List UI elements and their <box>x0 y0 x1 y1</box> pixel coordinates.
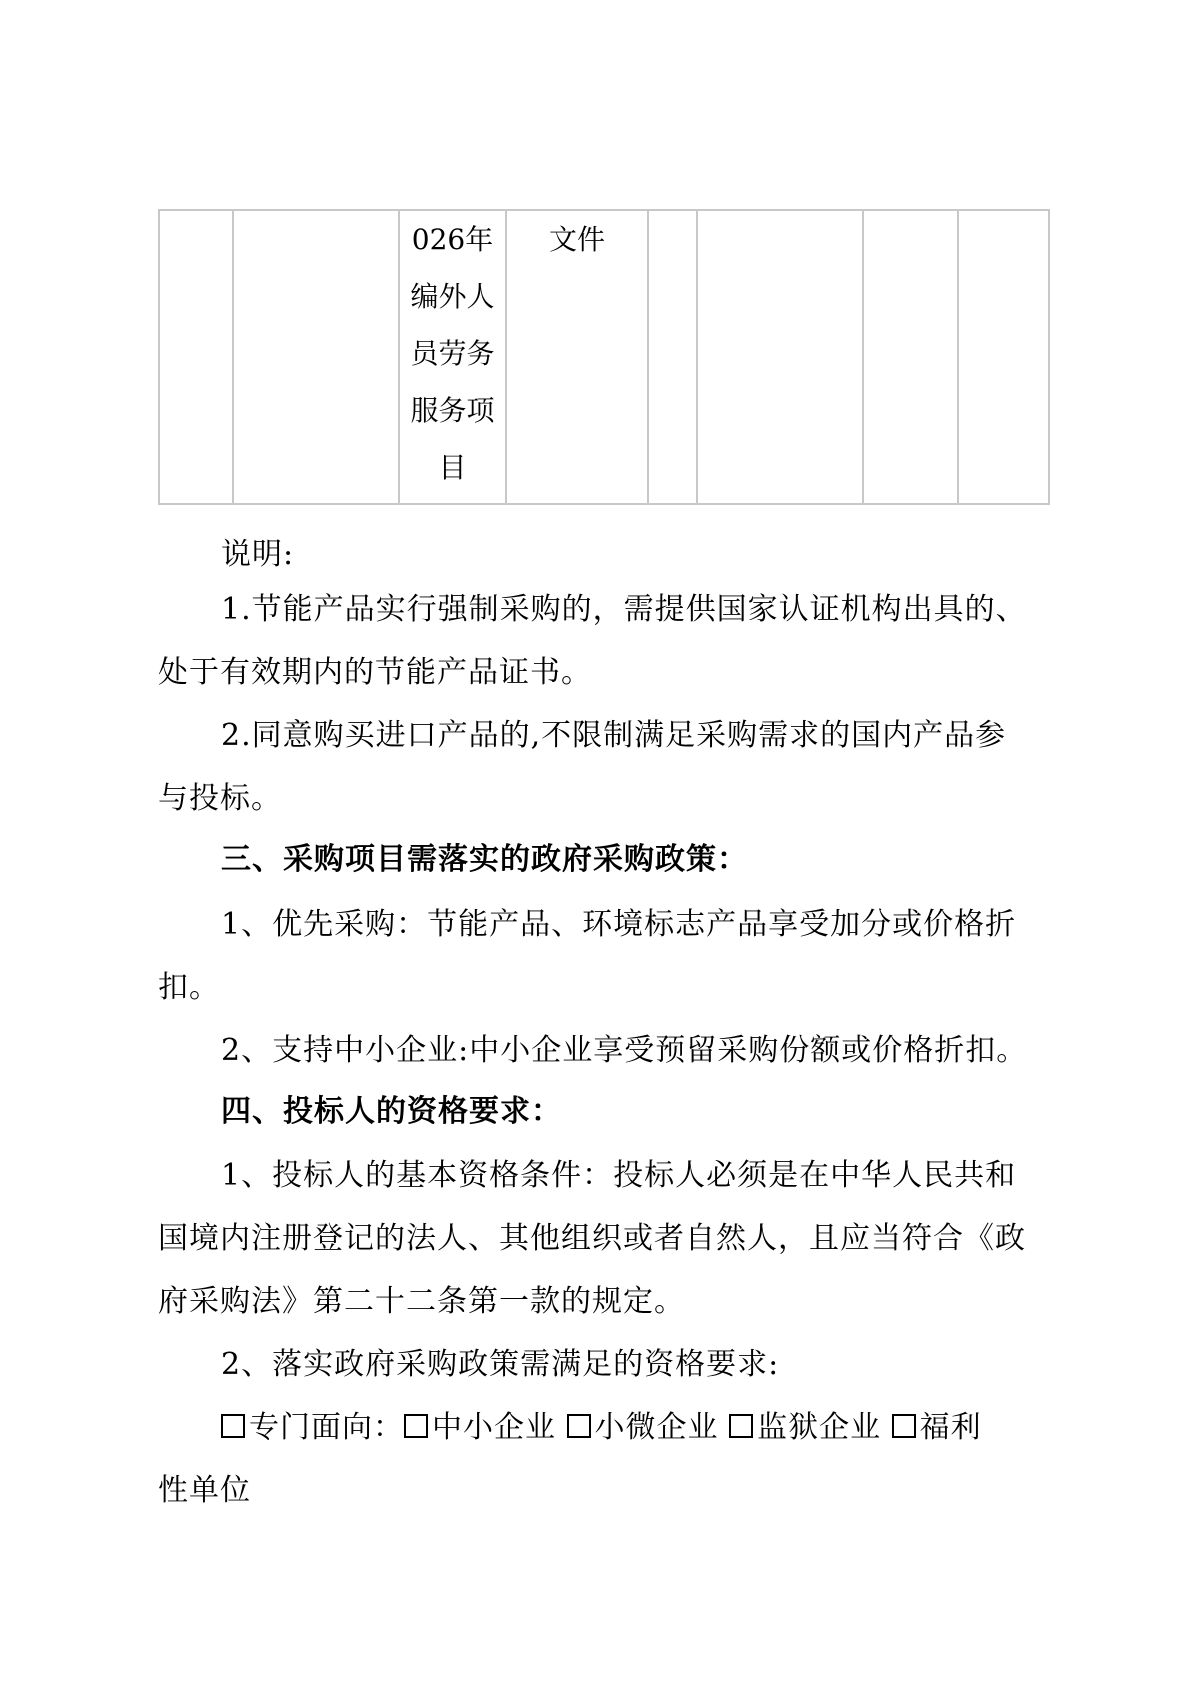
table-cell <box>697 210 863 504</box>
table-cell <box>648 210 697 504</box>
project-name-line: 026年 <box>411 223 494 256</box>
note-item-1: 1.节能产品实行强制采购的，需提供国家认证机构出具的、 <box>221 592 1027 627</box>
checkbox-label: 小微企业 <box>594 1410 719 1445</box>
checkbox-label-cont: 性单位 <box>158 1473 251 1508</box>
checkbox[interactable] <box>729 1414 753 1438</box>
table-cell <box>233 210 399 504</box>
project-name-line: 员劳务 <box>410 337 495 370</box>
section-4-heading: 四、投标人的资格要求： <box>221 1094 562 1129</box>
section-4-item-1-cont: 府采购法》第二十二条第一款的规定。 <box>158 1284 685 1319</box>
table-cell <box>958 210 1049 504</box>
project-name-line: 目 <box>438 451 467 484</box>
section-4-item-2: 2、落实政府采购政策需满足的资格要求: <box>221 1347 780 1382</box>
doc-type-cell: 文件 <box>506 210 648 504</box>
section-3-item-1-cont: 扣。 <box>158 970 220 1005</box>
table-row <box>159 210 1049 504</box>
checkbox[interactable] <box>892 1414 916 1438</box>
project-name-line: 服务项 <box>410 394 495 427</box>
checkbox-row-label: 专门面向： <box>249 1410 404 1445</box>
continuation-table <box>158 209 1050 505</box>
section-3-heading: 三、采购项目需落实的政府采购政策： <box>221 842 748 877</box>
checkbox[interactable] <box>404 1414 428 1438</box>
section-4-item-1: 1、投标人的基本资格条件：投标人必须是在中华人民共和 <box>221 1158 1017 1193</box>
section-3-item-2: 2、支持中小企业:中小企业享受预留采购份额或价格折扣。 <box>221 1033 1028 1068</box>
checkbox-label: 福利 <box>919 1410 982 1445</box>
section-3-item-1: 1、优先采购：节能产品、环境标志产品享受加分或价格折 <box>221 907 1017 942</box>
project-name-line: 编外人 <box>410 280 495 313</box>
table-cell <box>159 210 233 504</box>
note-item-2: 2.同意购买进口产品的,不限制满足采购需求的国内产品参 <box>221 718 1007 753</box>
checkbox-row <box>221 1396 982 1459</box>
section-4-item-1-cont: 国境内注册登记的法人、其他组织或者自然人，且应当符合《政 <box>158 1221 1026 1256</box>
note-item-2-cont: 与投标。 <box>158 781 282 816</box>
checkbox[interactable] <box>567 1414 591 1438</box>
checkbox-label: 中小企业 <box>432 1410 556 1445</box>
project-name-cell <box>399 210 506 504</box>
note-item-1-cont: 处于有效期内的节能产品证书。 <box>158 655 592 690</box>
table-cell <box>863 210 958 504</box>
notes-heading: 说明: <box>221 537 295 572</box>
checkbox[interactable] <box>221 1414 245 1438</box>
checkbox-label: 监狱企业 <box>757 1410 882 1445</box>
